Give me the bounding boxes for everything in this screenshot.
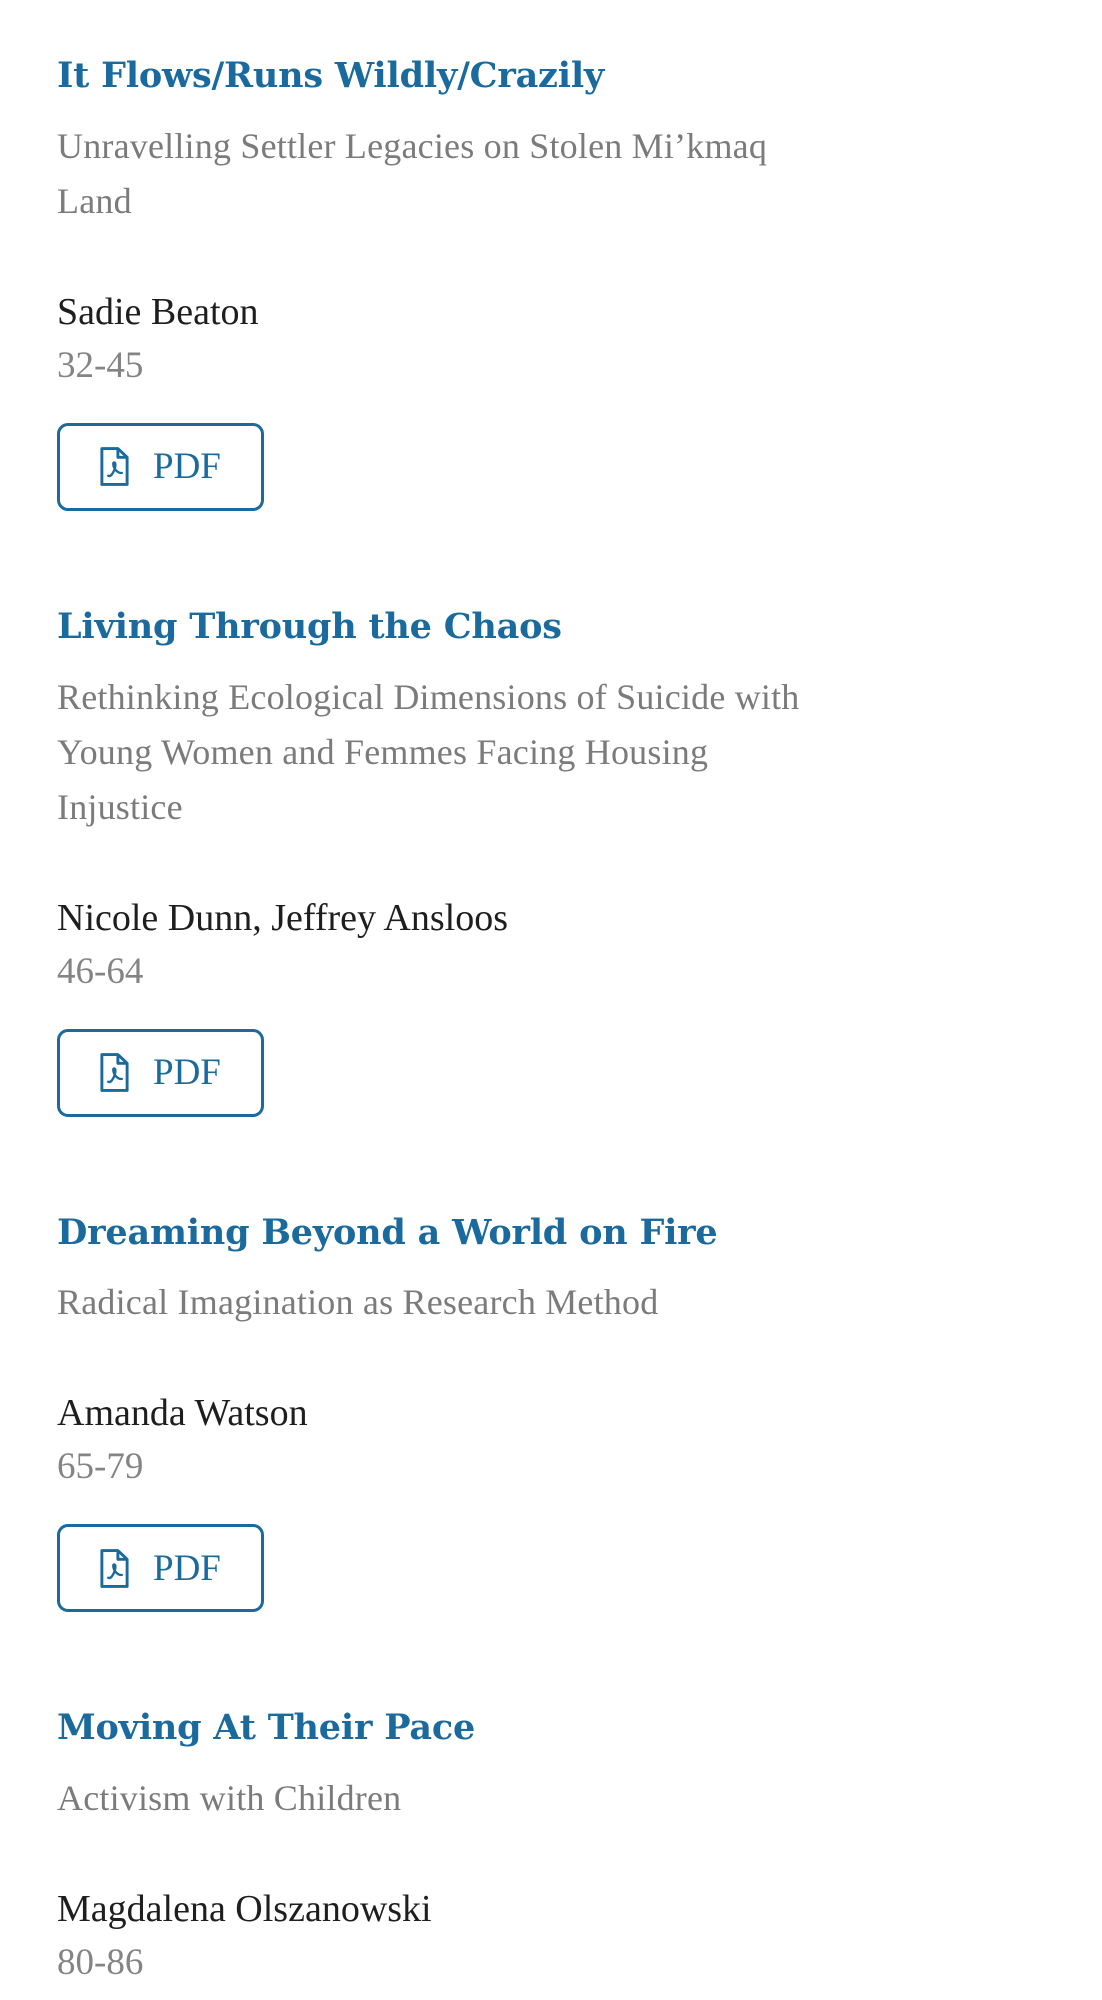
file-pdf-icon [98, 446, 131, 487]
article-galleys [57, 1029, 843, 1117]
article-galleys [57, 423, 843, 511]
article-summary [57, 54, 843, 511]
file-pdf-icon [98, 1052, 131, 1093]
article-subtitle: Radical Imagination as Research Method [57, 1282, 659, 1323]
article-title-link[interactable]: Moving At Their Pace [57, 1707, 476, 1749]
pdf-button-label: PDF [153, 446, 221, 488]
pdf-button-label: PDF [153, 1547, 221, 1589]
article-title-link[interactable]: It Flows/Runs Wildly/Crazily [57, 55, 605, 96]
article-title [57, 605, 843, 650]
article-title-link[interactable]: Living Through the Chaos [57, 605, 562, 647]
article-authors: Amanda Watson [57, 1392, 308, 1435]
article-title-link[interactable]: Dreaming Beyond a World on Fire [57, 1211, 718, 1253]
article-title [57, 1211, 843, 1256]
article-pages: 32-45 [57, 344, 144, 386]
pdf-galley-button[interactable] [57, 423, 264, 511]
pdf-galley-button[interactable] [57, 1029, 264, 1117]
article-galleys [57, 1524, 843, 1612]
file-pdf-icon [98, 1548, 131, 1589]
article-summary [57, 605, 843, 1117]
article-pages: 80-86 [57, 1942, 144, 1984]
article-summary [57, 1706, 843, 1986]
article-subtitle: Rethinking Ecological Dimensions of Suicide with Young Women and Femmes Facing Housing Injustice [57, 676, 800, 827]
article-title [57, 1706, 843, 1751]
article-subtitle: Unravelling Settler Legacies on Stolen Mi’kmaq Land [57, 125, 768, 221]
article-authors: Magdalena Olszanowski [57, 1888, 432, 1931]
pdf-galley-button[interactable] [57, 1524, 264, 1612]
issue-table-of-contents [57, 54, 843, 1986]
pdf-button-label: PDF [153, 1052, 221, 1094]
article-pages: 65-79 [57, 1446, 144, 1488]
article-summary [57, 1211, 843, 1613]
article-title [57, 54, 843, 99]
article-pages: 46-64 [57, 950, 144, 992]
article-authors: Nicole Dunn, Jeffrey Ansloos [57, 896, 509, 939]
article-subtitle: Activism with Children [57, 1778, 402, 1819]
article-authors: Sadie Beaton [57, 290, 259, 333]
